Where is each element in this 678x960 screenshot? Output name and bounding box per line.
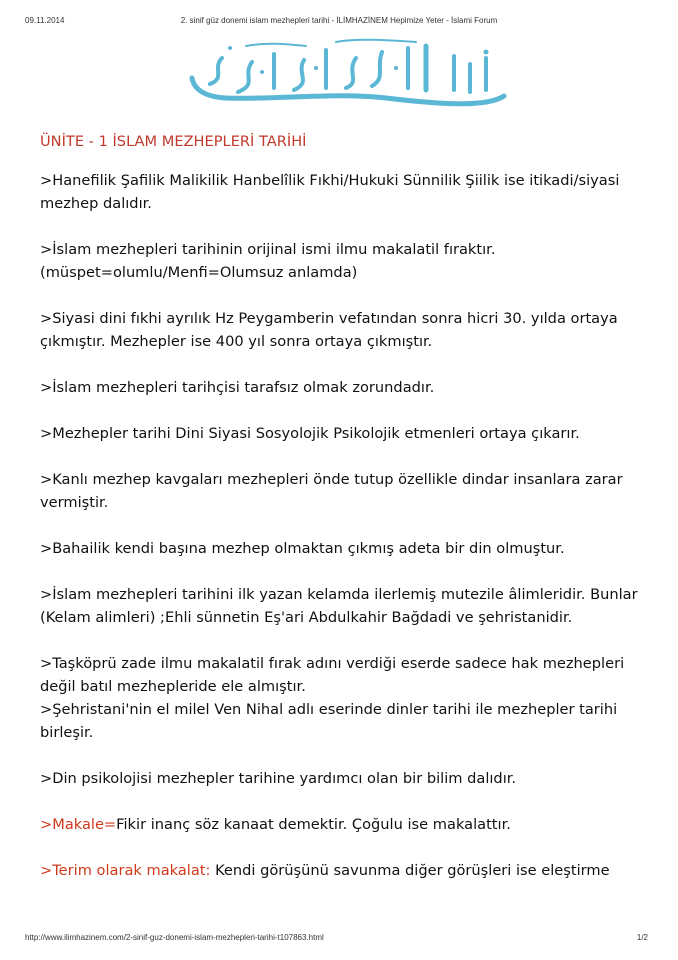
paragraph-7: >Bahailik kendi başına mezhep olmaktan çıkmış adeta bir din olmuştur. (40, 540, 565, 557)
paragraph-10: >Şehristani'nin el milel Ven Nihal adlı eserinde dinler tarihi ile mezhepler tarihi birleşir. (40, 701, 618, 741)
calligraphy-icon (186, 38, 516, 110)
paragraph-11: >Din psikolojisi mezhepler tarihine yardımcı olan bir bilim dalıdır. (40, 770, 517, 787)
paragraph-12 (40, 813, 640, 836)
page-title: 2. sinif güz donemi islam mezhepleri tarihi - İLİMHAZİNEM Hepimize Yeter - İslami Forum (180, 16, 498, 25)
paragraph-9: >Taşköprü zade ilmu makalatil fırak adını verdiği eserde sadece hak mezhepleri değil batıl mezhepleride ele almıştır. (40, 655, 625, 695)
print-date: 09.11.2014 (25, 16, 65, 25)
page-number: 1/2 (636, 933, 648, 942)
paragraph-8: >İslam mezhepleri tarihini ilk yazan kelamda ilerlemiş mutezile âlimleridir. Bunlar (Kelam alimleri) ;Ehli sünnetin Eş'ari Abdulkahir Bağdadi ve şehristanidir. (40, 586, 638, 626)
paragraph-3: >Siyasi dini fıkhi ayrılık Hz Peygamberin vefatından sonra hicri 30. yılda ortaya çıkmıştır. Mezhepler ise 400 yıl sonra ortaya çıkmıştır. (40, 310, 618, 350)
paragraph-13 (40, 859, 640, 882)
paragraph-4: >İslam mezhepleri tarihçisi tarafsız olmak zorundadır. (40, 379, 435, 396)
unit-heading: ÜNİTE - 1 İSLAM MEZHEPLERİ TARİHİ (40, 133, 307, 150)
source-url: http://www.ilimhazinem.com/2-sinif-guz-donemi-islam-mezhepleri-tarihi-t107863.html (25, 933, 324, 942)
term-label: >Terim olarak makalat: (40, 862, 211, 879)
definition-label: >Makale= (40, 816, 117, 833)
paragraph-5: >Mezhepler tarihi Dini Siyasi Sosyolojik Psikolojik etmenleri ortaya çıkarır. (40, 425, 580, 442)
term-text: Kendi görüşünü savunma diğer görüşleri ise eleştirme (210, 862, 610, 879)
paragraph-2: >İslam mezhepleri tarihinin orijinal ismi ilmu makalatil fıraktır. (müspet=olumlu/Menfi=Olumsuz anlamda) (40, 241, 496, 281)
definition-text: Fikir inanç söz kanaat demektir. Çoğulu ise makalattır. (116, 816, 511, 833)
paragraph-6: >Kanlı mezhep kavgaları mezhepleri önde tutup özellikle dindar insanlara zarar vermiştir. (40, 471, 623, 511)
article-body (40, 130, 640, 905)
paragraph-1: >Hanefilik Şafilik Malikilik Hanbelîlik Fıkhi/Hukuki Sünnilik Şiilik ise itikadi/siyasi mezhep dalıdır. (40, 172, 620, 212)
